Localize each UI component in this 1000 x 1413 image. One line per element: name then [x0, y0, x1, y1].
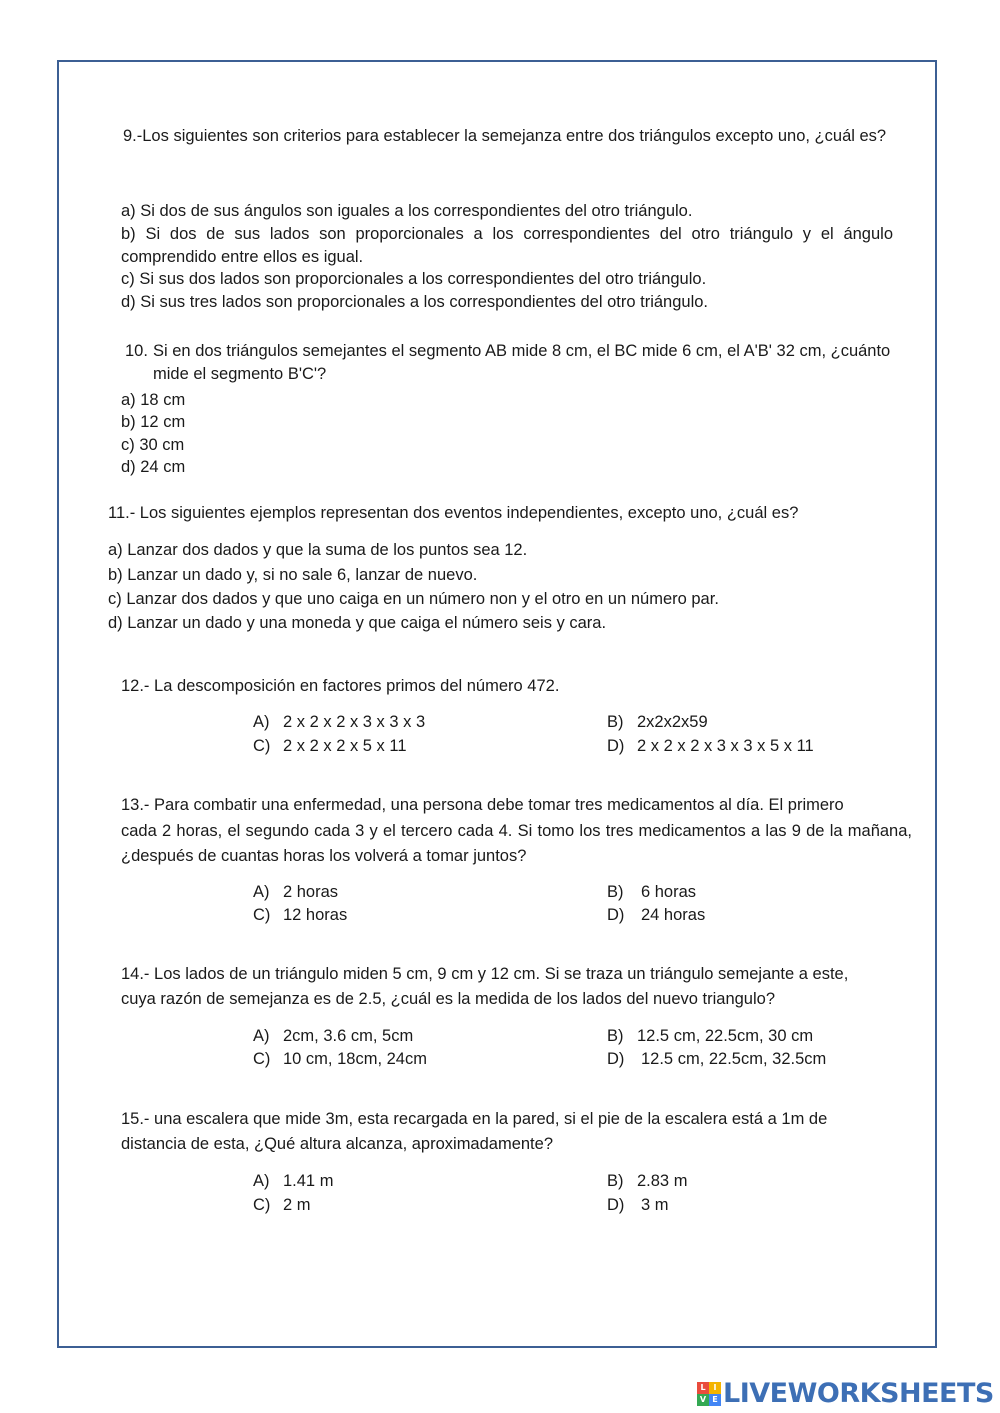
q15-question-line1: 15.- una escalera que mide 3m, esta recargada en la pared, si el pie de la escalera está a 1m de [121, 1110, 828, 1128]
q10-number: 10. [125, 342, 148, 360]
q14-option-c-text: 10 cm, 18cm, 24cm [283, 1050, 427, 1068]
q15-question-line2: distancia de esta, ¿Qué altura alcanza, aproximadamente? [121, 1135, 553, 1153]
q14-question-line1: 14.- Los lados de un triángulo miden 5 cm, 9 cm y 12 cm. Si se traza un triángulo semejante a este, [121, 965, 849, 983]
q15-option-d-text: 3 m [641, 1196, 669, 1214]
q14-option-a-letter: A) [253, 1027, 270, 1045]
q14-option-b-text: 12.5 cm, 22.5cm, 30 cm [637, 1027, 814, 1045]
q13-option-b-letter: B) [607, 883, 624, 901]
q14-option-a-text: 2cm, 3.6 cm, 5cm [283, 1027, 414, 1045]
q10-option-b: b) 12 cm [121, 413, 186, 431]
q11-option-b: b) Lanzar un dado y, si no sale 6, lanzar de nuevo. [108, 566, 478, 584]
q15-option-d-letter: D) [607, 1196, 625, 1214]
q12-option-d-text: 2 x 2 x 2 x 3 x 3 x 5 x 11 [637, 737, 814, 755]
q14-question-line2: cuya razón de semejanza es de 2.5, ¿cuál es la medida de los lados del nuevo triangulo? [121, 990, 775, 1008]
q10-option-d: d) 24 cm [121, 458, 186, 476]
q14-option-c-letter: C) [253, 1050, 271, 1068]
q14-option-d-text: 12.5 cm, 22.5cm, 32.5cm [641, 1050, 827, 1068]
q12-option-c-text: 2 x 2 x 2 x 5 x 11 [283, 737, 407, 755]
q13-option-d-text: 24 horas [641, 906, 706, 924]
q15-option-c-letter: C) [253, 1196, 271, 1214]
q15-option-b-text: 2.83 m [637, 1172, 688, 1190]
logo-icon-tile-e: E [709, 1394, 721, 1406]
q9-question: 9.-Los siguientes son criterios para establecer la semejanza entre dos triángulos excepto uno, ¿cuál es? [123, 127, 887, 145]
q9-option-b: b) Si dos de sus lados son proporcionales a los correspondientes del otro triángulo y el ángulo comprendido entre ellos es igual. [121, 225, 893, 266]
q13-option-d-letter: D) [607, 906, 625, 924]
q9-option-c: c) Si sus dos lados son proporcionales a los correspondientes del otro triángulo. [121, 270, 707, 288]
q12-option-d-letter: D) [607, 737, 625, 755]
q12-option-c-letter: C) [253, 737, 271, 755]
liveworksheets-logo[interactable] [697, 1380, 994, 1408]
logo-text: LIVEWORKSHEETS [723, 1378, 994, 1409]
logo-icon-tile-i: I [709, 1382, 721, 1394]
q15-option-a-text: 1.41 m [283, 1172, 334, 1190]
q9-option-a: a) Si dos de sus ángulos son iguales a los correspondientes del otro triángulo. [121, 202, 693, 220]
q11-option-a: a) Lanzar dos dados y que la suma de los puntos sea 12. [108, 541, 528, 559]
q15-option-a-letter: A) [253, 1172, 270, 1190]
q12-option-b-letter: B) [607, 713, 624, 731]
q13-option-a-text: 2 horas [283, 883, 339, 901]
logo-icon-tile-l: L [697, 1382, 709, 1394]
q9-option-d: d) Si sus tres lados son proporcionales a los correspondientes del otro triángulo. [121, 293, 708, 311]
q10-option-a: a) 18 cm [121, 391, 186, 409]
q12-question: 12.- La descomposición en factores primos del número 472. [121, 677, 560, 695]
q14-option-b-letter: B) [607, 1027, 624, 1045]
q13-question-rest: cada 2 horas, el segundo cada 3 y el tercero cada 4. Si tomo los tres medicamentos a las 9 de la mañana, ¿después de cuantas horas los volverá a tomar juntos? [121, 822, 912, 865]
q15-option-b-letter: B) [607, 1172, 624, 1190]
liveworksheets-logo-icon [697, 1382, 721, 1406]
q12-option-b-text: 2x2x2x59 [637, 713, 708, 731]
q12-option-a-text: 2 x 2 x 2 x 3 x 3 x 3 [283, 713, 426, 731]
q13-option-a-letter: A) [253, 883, 270, 901]
q13-option-c-text: 12 horas [283, 906, 348, 924]
q10-option-c: c) 30 cm [121, 436, 185, 454]
q11-question: 11.- Los siguientes ejemplos representan dos eventos independientes, excepto uno, ¿cuál es? [108, 504, 799, 522]
q12-option-a-letter: A) [253, 713, 270, 731]
q11-option-c: c) Lanzar dos dados y que uno caiga en un número non y el otro en un número par. [108, 590, 719, 608]
q10-question: Si en dos triángulos semejantes el segmento AB mide 8 cm, el BC mide 6 cm, el A'B' 32 cm, ¿cuánto mide el segmento B'C'? [153, 342, 891, 383]
q13-option-b-text: 6 horas [641, 883, 697, 901]
logo-icon-tile-v: V [697, 1394, 709, 1406]
q11-option-d: d) Lanzar un dado y una moneda y que caiga el número seis y cara. [108, 614, 607, 632]
q13-option-c-letter: C) [253, 906, 271, 924]
q14-option-d-letter: D) [607, 1050, 625, 1068]
q13-question-line1: 13.- Para combatir una enfermedad, una persona debe tomar tres medicamentos al día. El primero [121, 796, 844, 814]
q15-option-c-text: 2 m [283, 1196, 311, 1214]
